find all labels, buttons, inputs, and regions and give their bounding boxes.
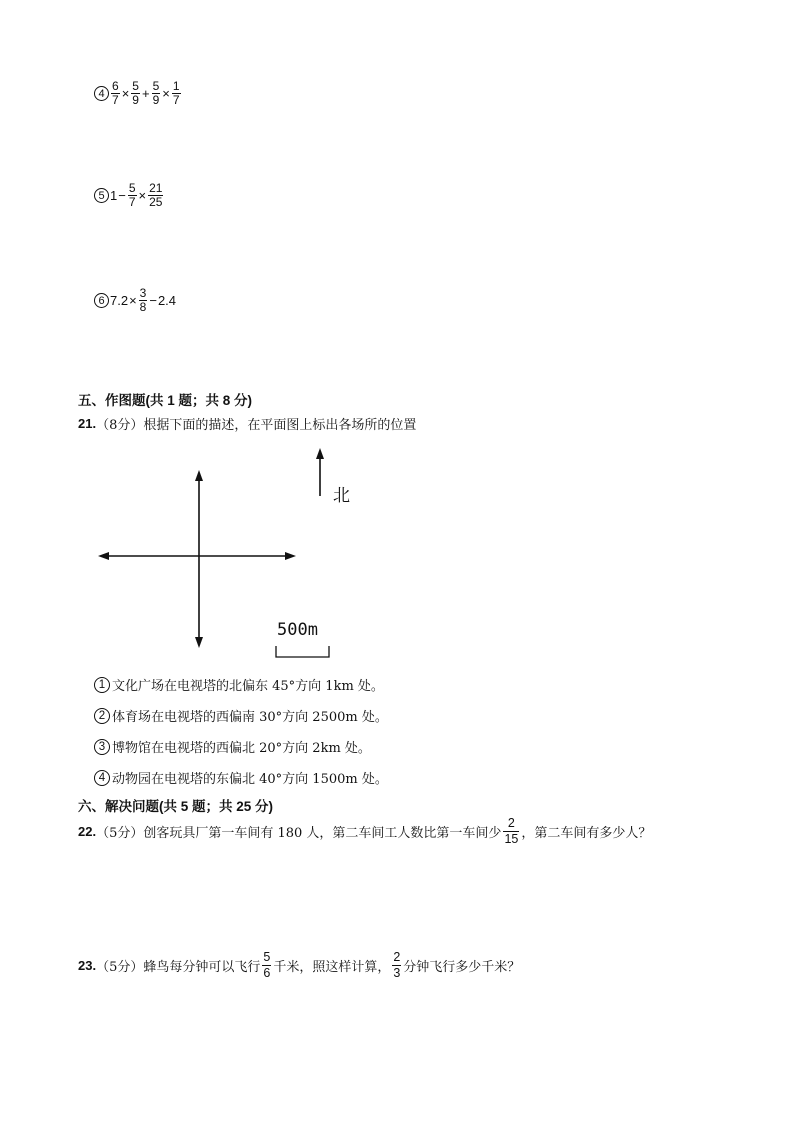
question-23	[78, 950, 520, 981]
location-item-4	[94, 768, 388, 787]
location-item-1	[94, 675, 384, 694]
fraction-denominator: 6	[263, 966, 271, 980]
exercise-number: 4	[94, 86, 109, 101]
item-number: 2	[94, 708, 110, 724]
number: 7.2	[110, 293, 129, 308]
operator: −	[149, 293, 157, 308]
operator: ×	[162, 86, 170, 101]
question-21	[78, 414, 416, 433]
fraction	[172, 80, 181, 107]
item-number: 4	[94, 770, 110, 786]
fraction-numerator: 6	[112, 79, 119, 93]
item-text: 体育场在电视塔的西偏南 30°方向 2500m 处。	[112, 710, 388, 725]
fraction	[131, 80, 140, 107]
arrow-right-icon	[285, 552, 296, 560]
fraction-numerator: 5	[132, 79, 139, 93]
location-item-2	[94, 706, 388, 725]
fraction	[148, 182, 163, 209]
item-number: 1	[94, 677, 110, 693]
fraction-numerator: 5	[152, 79, 160, 93]
fraction-denominator: 15	[504, 832, 519, 846]
number: 2.4	[157, 293, 177, 308]
question-number: 22.	[78, 824, 97, 839]
fraction-denominator: 7	[112, 93, 119, 107]
fraction-denominator: 3	[393, 966, 401, 980]
exercise-6	[94, 287, 176, 314]
fraction	[111, 80, 120, 107]
arrow-up-icon	[195, 470, 203, 481]
fraction-numerator: 5	[263, 950, 271, 964]
fraction-numerator: 2	[507, 816, 515, 830]
fraction	[392, 950, 401, 981]
north-label: 北	[333, 486, 350, 506]
fraction-denominator: 25	[149, 195, 163, 209]
fraction-denominator: 7	[172, 93, 180, 107]
question-text: （8分）根据下面的描述，在平面图上标出各场所的位置	[96, 418, 417, 433]
scale-label: 500m	[277, 620, 318, 640]
item-number: 3	[94, 739, 110, 755]
question-text-3: 分钟飞行多少千米？	[403, 960, 521, 975]
operator: ×	[138, 188, 147, 203]
fraction-numerator: 5	[128, 181, 136, 195]
operator: +	[141, 86, 150, 101]
question-text-1: （5分）蜂鸟每分钟可以飞行	[96, 960, 261, 975]
fraction-numerator: 3	[139, 286, 147, 300]
exercise-5	[94, 182, 164, 209]
section-6-title: 六、解决问题(共 5 题；共 25 分)	[78, 799, 274, 814]
fraction-numerator: 1	[172, 79, 180, 93]
question-text-2: 千米，照这样计算，	[273, 960, 391, 975]
exercise-4	[94, 80, 182, 107]
exercise-number: 5	[94, 188, 109, 203]
question-number: 23.	[78, 958, 97, 973]
number: 1	[110, 188, 118, 203]
fraction	[262, 950, 271, 981]
operator: ×	[121, 86, 130, 101]
item-text: 动物园在电视塔的东偏北 40°方向 1500m 处。	[112, 772, 388, 787]
arrow-left-icon	[98, 552, 109, 560]
fraction	[152, 80, 161, 107]
fraction-numerator: 2	[393, 950, 401, 964]
fraction-denominator: 8	[139, 300, 147, 314]
fraction-numerator: 21	[149, 181, 163, 195]
arrow-down-icon	[195, 637, 203, 648]
item-text: 博物馆在电视塔的西偏北 20°方向 2km 处。	[112, 741, 371, 756]
exercise-number: 6	[94, 293, 109, 308]
question-text-after: ，第二车间有多少人？	[521, 826, 652, 841]
fraction-denominator: 9	[152, 93, 160, 107]
operator: −	[118, 188, 126, 203]
scale-bar	[274, 644, 332, 660]
location-item-3	[94, 737, 371, 756]
question-number: 21.	[78, 416, 97, 431]
question-22	[78, 816, 651, 847]
question-text-before: （5分）创客玩具厂第一车间有 180 人，第二车间工人数比第一车间少	[96, 826, 502, 841]
item-text: 文化广场在电视塔的北偏东 45°方向 1km 处。	[112, 679, 384, 694]
fraction	[139, 287, 148, 314]
north-arrow-icon	[312, 446, 328, 498]
operator: ×	[129, 293, 137, 308]
fraction	[503, 816, 519, 847]
fraction-denominator: 9	[132, 93, 139, 107]
fraction-denominator: 7	[128, 195, 136, 209]
fraction	[128, 182, 137, 209]
section-5-title: 五、作图题(共 1 题；共 8 分)	[78, 393, 253, 408]
